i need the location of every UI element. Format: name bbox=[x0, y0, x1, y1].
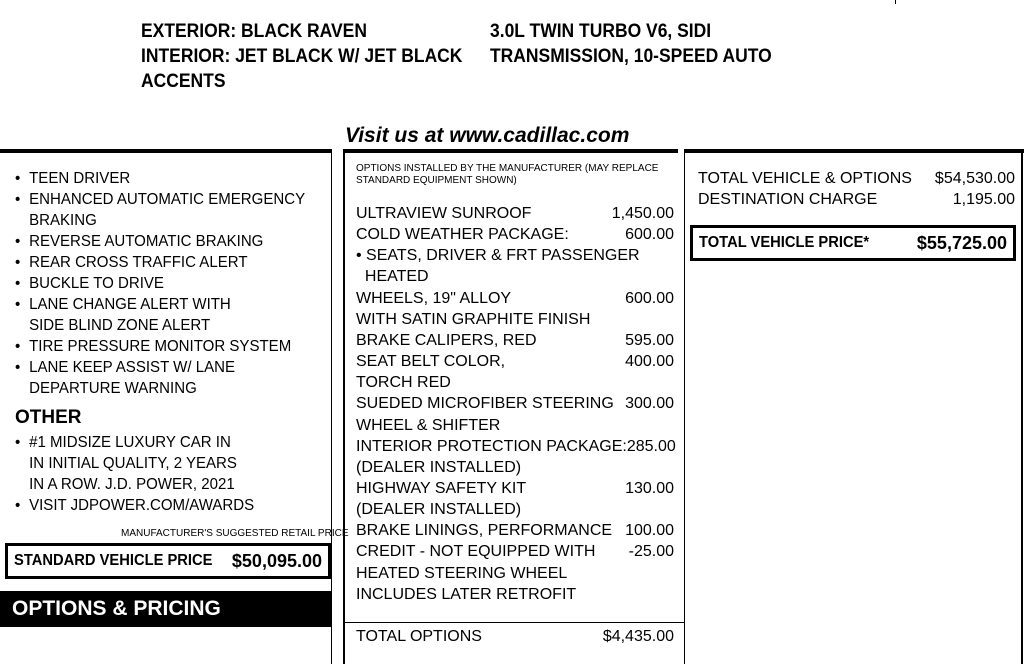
middle-column-right-border bbox=[684, 153, 685, 664]
total-vehicle-options-label: TOTAL VEHICLE & OPTIONS bbox=[698, 170, 912, 187]
total-options-label: TOTAL OPTIONS bbox=[356, 628, 482, 645]
total-vehicle-price-label: TOTAL VEHICLE PRICE* bbox=[699, 234, 870, 251]
option-row bbox=[356, 499, 674, 520]
option-description: (DEALER INSTALLED) bbox=[356, 458, 522, 476]
feature-line: • VISIT JDPOWER.COM/AWARDS bbox=[29, 497, 255, 514]
left-column-border bbox=[331, 153, 332, 664]
middle-column-left-border bbox=[343, 153, 345, 664]
options-list bbox=[356, 203, 674, 623]
option-description: COLD WEATHER PACKAGE: bbox=[356, 226, 569, 244]
option-row bbox=[356, 351, 674, 372]
option-row bbox=[356, 415, 674, 436]
option-row bbox=[356, 203, 674, 224]
feature-item bbox=[15, 432, 305, 495]
right-column-border bbox=[1021, 153, 1023, 664]
feature-line: • LANE KEEP ASSIST W/ LANE bbox=[29, 359, 236, 376]
left-top-rule bbox=[0, 149, 332, 153]
option-description: BRAKE LININGS, PERFORMANCE bbox=[356, 522, 613, 540]
feature-line: • ENHANCED AUTOMATIC EMERGENCY bbox=[29, 191, 306, 208]
left-bottom-rule bbox=[0, 626, 332, 627]
msrp-caption: MANUFACTURER'S SUGGESTED RETAIL PRICE bbox=[121, 528, 349, 539]
option-description: HEATED bbox=[356, 268, 429, 286]
option-description: TORCH RED bbox=[356, 374, 451, 392]
option-price: 600.00 bbox=[625, 289, 674, 307]
feature-line: DEPARTURE WARNING bbox=[29, 380, 197, 397]
option-row bbox=[356, 224, 674, 245]
option-row bbox=[356, 584, 674, 605]
option-price: 400.00 bbox=[625, 353, 674, 371]
options-caption-line1: OPTIONS INSTALLED BY THE MANUFACTURER (MAY REPLACE bbox=[356, 163, 659, 174]
option-description: WITH SATIN GRAPHITE FINISH bbox=[356, 310, 591, 328]
destination-charge-label: DESTINATION CHARGE bbox=[698, 191, 878, 208]
option-row bbox=[356, 288, 674, 309]
feature-line: • REAR CROSS TRAFFIC ALERT bbox=[29, 254, 248, 271]
feature-item bbox=[15, 273, 305, 294]
other-heading: OTHER bbox=[15, 407, 82, 428]
option-price: 130.00 bbox=[625, 479, 674, 497]
option-row bbox=[356, 520, 674, 541]
feature-item bbox=[15, 168, 305, 189]
feature-line: • TEEN DRIVER bbox=[29, 170, 131, 187]
option-description: (DEALER INSTALLED) bbox=[356, 501, 522, 519]
option-description: WHEEL & SHIFTER bbox=[356, 416, 501, 434]
options-pricing-banner: OPTIONS & PRICING bbox=[0, 591, 332, 626]
option-description: WHEELS, 19" ALLOY bbox=[356, 289, 512, 307]
option-row bbox=[356, 266, 674, 287]
option-description: INCLUDES LATER RETROFIT bbox=[356, 585, 577, 603]
feature-line: • LANE CHANGE ALERT WITH bbox=[29, 296, 231, 313]
option-description: HEATED STEERING WHEEL bbox=[356, 564, 568, 582]
feature-line: • REVERSE AUTOMATIC BRAKING bbox=[29, 233, 264, 250]
feature-line: IN A ROW. J.D. POWER, 2021 bbox=[29, 476, 235, 493]
standard-vehicle-price-value: $50,095.00 bbox=[231, 550, 322, 571]
option-row bbox=[356, 541, 674, 562]
option-price: 595.00 bbox=[625, 331, 674, 349]
option-row bbox=[356, 478, 674, 499]
option-row bbox=[356, 309, 674, 330]
option-row bbox=[356, 372, 674, 393]
total-options-value: $4,435.00 bbox=[602, 628, 674, 645]
transmission-spec: TRANSMISSION, 10-SPEED AUTO bbox=[490, 46, 772, 67]
corner-mark bbox=[895, 0, 896, 4]
option-row bbox=[356, 436, 674, 457]
option-price: 600.00 bbox=[625, 226, 674, 244]
option-description: INTERIOR PROTECTION PACKAGE: bbox=[356, 437, 627, 455]
standard-vehicle-price-box bbox=[5, 543, 331, 579]
option-description: ULTRAVIEW SUNROOF bbox=[356, 205, 532, 222]
option-price: 1,450.00 bbox=[611, 205, 674, 222]
option-description: SEAT BELT COLOR, bbox=[356, 353, 506, 371]
feature-item bbox=[15, 252, 305, 273]
option-description: • SEATS, DRIVER & FRT PASSENGER bbox=[356, 247, 640, 265]
option-price: 285.00 bbox=[626, 437, 676, 455]
interior-color-line2: ACCENTS bbox=[141, 71, 226, 92]
visit-website-text: Visit us at www.cadillac.com bbox=[345, 124, 630, 147]
option-description: HIGHWAY SAFETY KIT bbox=[356, 479, 527, 497]
feature-item bbox=[15, 294, 305, 336]
option-row bbox=[356, 457, 674, 478]
feature-line: • #1 MIDSIZE LUXURY CAR IN bbox=[29, 434, 231, 451]
feature-item bbox=[15, 357, 305, 399]
option-price: 300.00 bbox=[625, 395, 674, 413]
options-caption-line2: STANDARD EQUIPMENT SHOWN) bbox=[356, 175, 517, 186]
feature-item bbox=[15, 495, 305, 516]
engine-spec: 3.0L TWIN TURBO V6, SIDI bbox=[490, 21, 712, 42]
feature-item bbox=[15, 231, 305, 252]
right-top-rule bbox=[684, 149, 1024, 153]
option-row bbox=[356, 245, 674, 266]
feature-line: BRAKING bbox=[29, 212, 97, 229]
middle-top-rule bbox=[343, 149, 678, 153]
feature-line: IN INITIAL QUALITY, 2 YEARS bbox=[29, 455, 237, 472]
feature-line: • TIRE PRESSURE MONITOR SYSTEM bbox=[29, 338, 292, 355]
total-vehicle-price-value: $55,725.00 bbox=[916, 232, 1007, 253]
exterior-color: EXTERIOR: BLACK RAVEN bbox=[141, 21, 367, 42]
total-options-rule bbox=[345, 622, 684, 623]
option-row bbox=[356, 330, 674, 351]
option-description: BRAKE CALIPERS, RED bbox=[356, 331, 537, 349]
destination-charge-value: 1,195.00 bbox=[952, 191, 1015, 208]
option-description: SUEDED MICROFIBER STEERING bbox=[356, 395, 614, 413]
feature-line: SIDE BLIND ZONE ALERT bbox=[29, 317, 211, 334]
feature-line: • BUCKLE TO DRIVE bbox=[29, 275, 164, 292]
option-row bbox=[356, 393, 674, 414]
option-price: -25.00 bbox=[628, 543, 674, 561]
interior-color-line1: INTERIOR: JET BLACK W/ JET BLACK bbox=[141, 46, 463, 67]
total-vehicle-options-value: $54,530.00 bbox=[934, 170, 1015, 187]
safety-features-list bbox=[15, 168, 324, 516]
option-row bbox=[356, 563, 674, 584]
option-description: CREDIT - NOT EQUIPPED WITH bbox=[356, 543, 596, 561]
total-vehicle-price-box bbox=[690, 225, 1016, 261]
feature-item bbox=[15, 336, 305, 357]
standard-vehicle-price-label: STANDARD VEHICLE PRICE bbox=[14, 552, 213, 569]
feature-item bbox=[15, 189, 305, 231]
option-price: 100.00 bbox=[625, 522, 674, 540]
